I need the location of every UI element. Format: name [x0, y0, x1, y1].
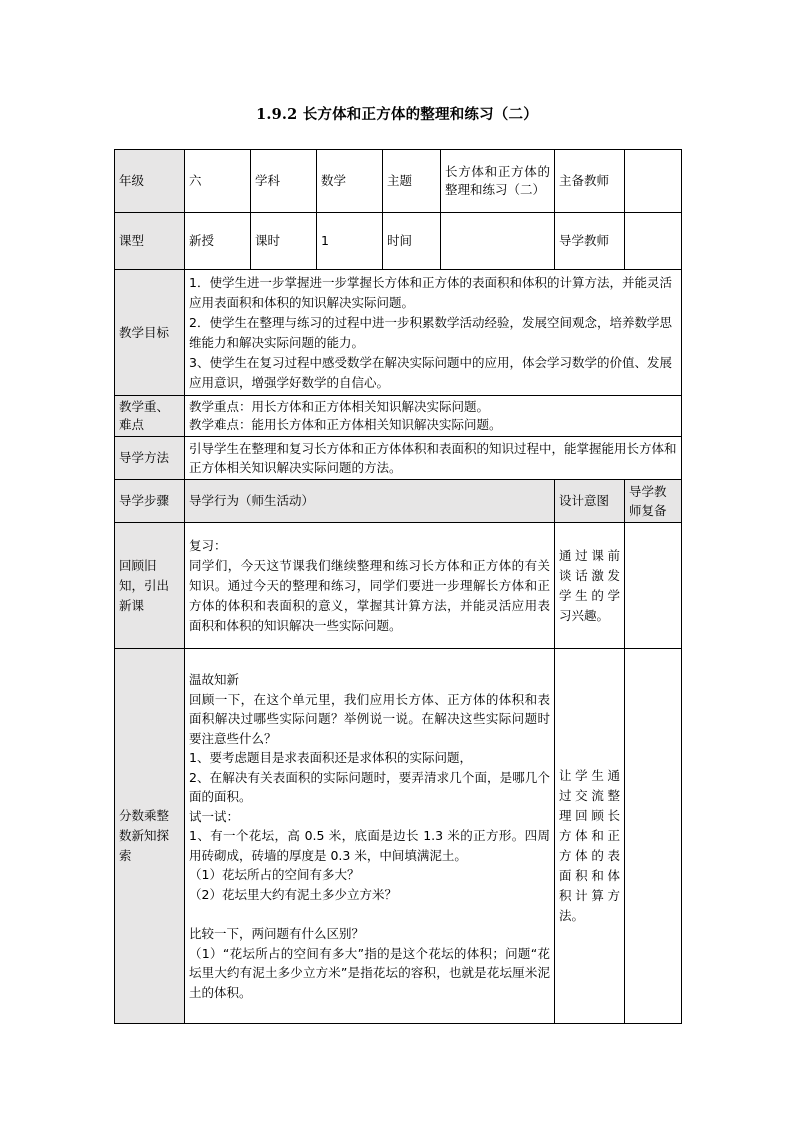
objective-item: 3、使学生在复习过程中感受数学在解决实际问题中的应用，体会学习数学的价值、发展应用意识，增强学好数学的自信心。 [189, 354, 672, 390]
type-label: 课型 [115, 213, 185, 270]
step-name: 回顾旧知，引出新课 [115, 523, 185, 649]
step-activity [185, 649, 555, 1024]
activity-line: 2、在解决有关表面积的实际问题时，要弄清求几个面，是哪几个面的面积。 [189, 769, 550, 804]
objectives-content [185, 270, 682, 396]
step-intent: 让学生通过交流整理回顾长方体和正方体的表面积和体积计算方法。 [555, 649, 625, 1024]
method-row [115, 437, 682, 480]
method-content: 引导学生在整理和复习长方体和正方体体积和表面积的知识过程中，能掌握能用长方体和正方体相关知识解决实际问题的方法。 [185, 437, 682, 480]
time-value [441, 213, 555, 270]
step-name: 分数乘整数新知探索 [115, 649, 185, 1024]
time-label: 时间 [383, 213, 441, 270]
guide-teacher-value [625, 213, 682, 270]
lesson-plan-table [114, 149, 682, 1024]
steps-header-row [115, 480, 682, 523]
header-row-1 [115, 150, 682, 213]
step-review [625, 649, 682, 1024]
grade-value: 六 [185, 150, 251, 213]
header-row-2 [115, 213, 682, 270]
activity-line: 试一试： [189, 808, 240, 824]
topic-value: 长方体和正方体的整理和练习（二） [441, 150, 555, 213]
objectives-label: 教学目标 [115, 270, 185, 396]
key-point-item: 教学难点：能用长方体和正方体相关知识解决实际问题。 [189, 417, 502, 432]
activity-line: 同学们，今天这节课我们继续整理和练习长方体和正方体的有关知识。通过今天的整理和练习，同学们要进一步理解长方体和正方体的体积和表面积的意义，掌握其计算方法，并能灵活应用表面积和体积的知识解决一些实际问题。 [189, 557, 550, 633]
steps-header-intent: 设计意图 [555, 480, 625, 523]
key-points-label: 教学重、难点 [115, 396, 185, 437]
activity-line: 复习： [189, 537, 227, 553]
key-points-content [185, 396, 682, 437]
steps-header-activity: 导学行为（师生活动） [185, 480, 555, 523]
topic-label: 主题 [383, 150, 441, 213]
type-value: 新授 [185, 213, 251, 270]
activity-line: （1）花坛所占的空间有多大？ [189, 867, 360, 882]
lead-teacher-label: 主备教师 [555, 150, 625, 213]
step-row [115, 649, 682, 1024]
period-value: 1 [317, 213, 383, 270]
activity-line: （1）“花坛所占的空间有多大”指的是这个花坛的体积；问题“花坛里大约有泥土多少立方米”是指花坛的容积，也就是花坛厘米泥土的体积。 [189, 945, 550, 1000]
objective-item: 2．使学生在整理与练习的过程中进一步积累数学活动经验，发展空间观念，培养数学思维能力和解决实际问题的能力。 [189, 314, 672, 350]
activity-line: 比较一下，两问题有什么区别？ [189, 926, 365, 941]
activity-line: （2）花坛里大约有泥土多少立方米？ [189, 886, 397, 902]
method-label: 导学方法 [115, 437, 185, 480]
subject-value: 数学 [317, 150, 383, 213]
activity-line: 1、有一个花坛，高 0.5 米，底面是边长 1.3 米的正方形。四周用砖砌成，砖墙的厚度是 0.3 米，中间填满泥土。 [189, 828, 550, 863]
activity-line: 1、要考虑题目是求表面积还是求体积的实际问题， [189, 750, 472, 765]
steps-header-review: 导学教师复备 [625, 480, 682, 523]
lead-teacher-value [625, 150, 682, 213]
step-activity [185, 523, 555, 649]
activity-line: 回顾一下，在这个单元里，我们应用长方体、正方体的体积和表面积解决过哪些实际问题？举例说一说。在解决这些实际问题时要注意些什么？ [189, 691, 550, 746]
period-label: 课时 [251, 213, 317, 270]
objective-item: 1．使学生进一步掌握进一步掌握长方体和正方体的表面积和体积的计算方法，并能灵活应用表面积和体积的知识解决实际问题。 [189, 274, 672, 310]
blank-line [189, 904, 550, 924]
guide-teacher-label: 导学教师 [555, 213, 625, 270]
step-row [115, 523, 682, 649]
key-points-row [115, 396, 682, 437]
key-point-item: 教学重点：用长方体和正方体相关知识解决实际问题。 [189, 399, 490, 414]
subject-label: 学科 [251, 150, 317, 213]
activity-line: 温故知新 [189, 672, 240, 687]
step-review [625, 523, 682, 649]
steps-header-step: 导学步骤 [115, 480, 185, 523]
grade-label: 年级 [115, 150, 185, 213]
document-title: 1.9.2 长方体和正方体的整理和练习（二） [256, 106, 538, 123]
objectives-row [115, 270, 682, 396]
step-intent: 通过课前谈话激发学生的学习兴趣。 [555, 523, 625, 649]
